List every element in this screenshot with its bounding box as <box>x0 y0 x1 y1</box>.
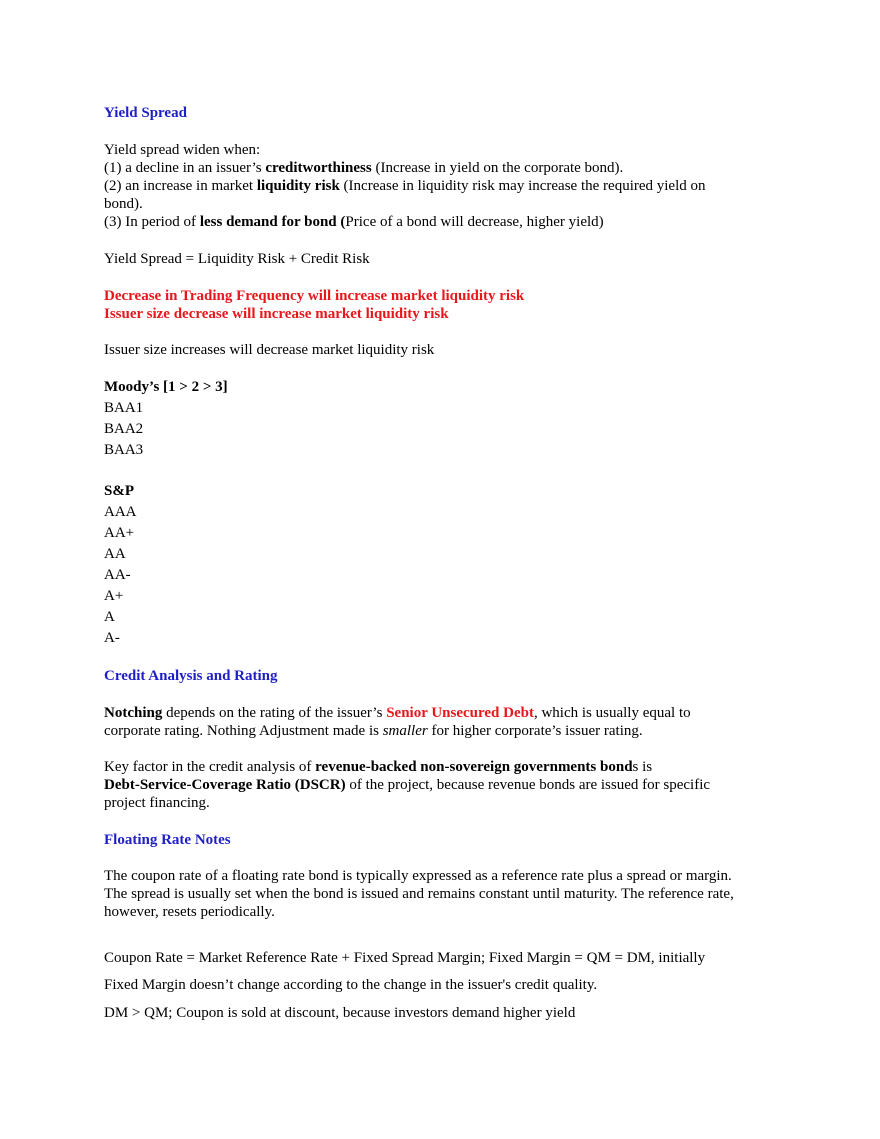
fixed-margin-note: Fixed Margin doesn’t change according to the change in the issuer's credit quality. <box>104 977 598 993</box>
liquidity-note-2: Issuer size decrease will increase market liquidity risk <box>104 306 449 322</box>
notching-paragraph-line-1: Notching depends on the rating of the issuer’s Senior Unsecured Debt, which is usually equal to <box>104 705 691 721</box>
yield-spread-item-2-continued: bond). <box>104 196 143 212</box>
sp-title: S&P <box>104 483 134 499</box>
key-factor-paragraph-line-1: Key factor in the credit analysis of revenue-backed non-sovereign governments bonds is <box>104 759 653 775</box>
sp-rating: AA- <box>104 567 131 583</box>
heading-credit-analysis: Credit Analysis and Rating <box>104 668 278 684</box>
sp-rating: A <box>104 609 115 625</box>
key-factor-paragraph-line-2: Debt-Service-Coverage Ratio (DSCR) of the project, because revenue bonds are issued for specific <box>104 777 711 793</box>
sp-rating: A- <box>104 630 120 646</box>
sp-rating: A+ <box>104 588 124 604</box>
liquidity-note-1: Decrease in Trading Frequency will increase market liquidity risk <box>104 288 525 304</box>
yield-spread-intro: Yield spread widen when: <box>104 142 261 158</box>
sp-rating: AAA <box>104 504 137 520</box>
moodys-title: Moody’s [1 > 2 > 3] <box>104 379 228 395</box>
frn-paragraph-line-2: The spread is usually set when the bond is issued and remains constant until maturity. The reference rate, <box>104 886 734 902</box>
sp-rating: AA <box>104 546 126 562</box>
sp-rating: AA+ <box>104 525 135 541</box>
issuer-size-note: Issuer size increases will decrease market liquidity risk <box>104 342 435 358</box>
yield-spread-item-2: (2) an increase in market liquidity risk (Increase in liquidity risk may increase the required yield on <box>104 178 706 194</box>
notching-paragraph-line-2: corporate rating. Nothing Adjustment made is smaller for higher corporate’s issuer rating. <box>104 723 643 739</box>
key-factor-paragraph-line-3: project financing. <box>104 795 210 811</box>
dm-qm-note: DM > QM; Coupon is sold at discount, because investors demand higher yield <box>104 1005 576 1021</box>
yield-spread-formula: Yield Spread = Liquidity Risk + Credit Risk <box>104 251 370 267</box>
heading-floating-rate-notes: Floating Rate Notes <box>104 832 231 848</box>
frn-paragraph-line-3: however, resets periodically. <box>104 904 275 920</box>
yield-spread-item-3: (3) In period of less demand for bond (Price of a bond will decrease, higher yield) <box>104 214 604 230</box>
moodys-rating: BAA3 <box>104 442 144 458</box>
heading-yield-spread: Yield Spread <box>104 105 187 121</box>
moodys-rating: BAA1 <box>104 400 144 416</box>
frn-paragraph-line-1: The coupon rate of a floating rate bond is typically expressed as a reference rate plus a spread or margin. <box>104 868 732 884</box>
yield-spread-item-1: (1) a decline in an issuer’s creditworthiness (Increase in yield on the corporate bond). <box>104 160 624 176</box>
moodys-rating: BAA2 <box>104 421 144 437</box>
coupon-rate-formula: Coupon Rate = Market Reference Rate + Fixed Spread Margin; Fixed Margin = QM = DM, initially <box>104 950 706 966</box>
